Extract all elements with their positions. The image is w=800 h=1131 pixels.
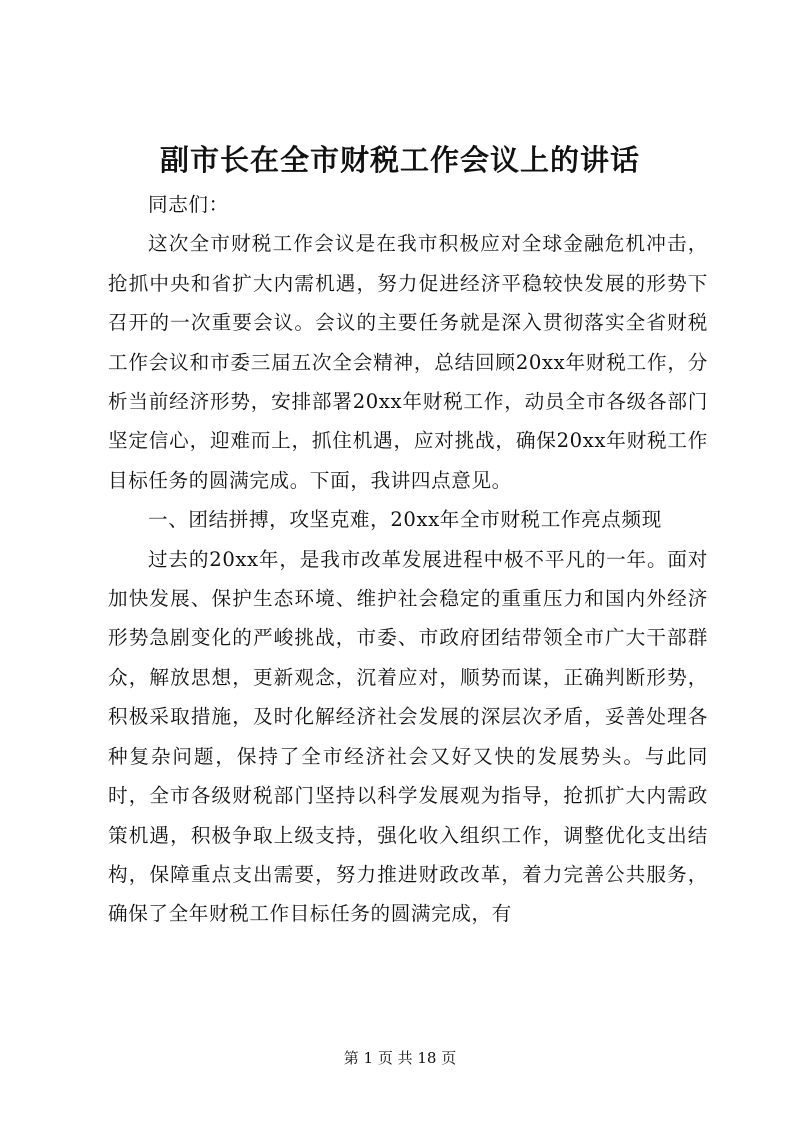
page-title: 副市长在全市财税工作会议上的讲话 <box>159 143 640 177</box>
page-number: 第 1 页 共 18 页 <box>343 1049 457 1067</box>
paragraph-review: 过去的20xx年，是我市改革发展进程中极不平凡的一年。面对加快发展、保护生态环境、维护社会稳定的重重压力和国内外经济形势急剧变化的严峻挑战，市委、市政府团结带领全市广大干部群众，解放思想，更新观念，沉着应对，顺势而谋，正确判断形势，积极采取措施，及时化解经济社会发展的深层次矛盾，妥善处理各种复杂问题，保持了全市经济社会又好又快的发展势头。与此同时，全市各级财税部门坚持以科学发展观为指导，抢抓扩大内需政策机遇，积极争取上级支持，强化收入组织工作，调整优化支出结构，保障重点支出需要，努力推进财政改革，着力完善公共服务，确保了全年财税工作目标任务的圆满完成，有 <box>108 547 708 926</box>
paragraph-intro: 这次全市财税工作会议是在我市积极应对全球金融危机冲击，抢抓中央和省扩大内需机遇，努力促进经济平稳较快发展的形势下召开的一次重要会议。会议的主要任务就是深入贯彻落实全省财税工作会议和市委三届五次全会精神，总结回顾20xx年财税工作，分析当前经济形势，安排部署20xx年财税工作，动员全市各级各部门坚定信心，迎难而上，抓住机遇，应对挑战，确保20xx年财税工作目标任务的圆满完成。下面，我讲四点意见。 <box>108 232 708 492</box>
document-body <box>108 185 708 934</box>
page-footer <box>0 1048 800 1068</box>
salutation: 同志们： <box>148 193 229 216</box>
section-heading-1: 一、团结拼搏，攻坚克难，20xx年全市财税工作亮点频现 <box>148 508 662 532</box>
